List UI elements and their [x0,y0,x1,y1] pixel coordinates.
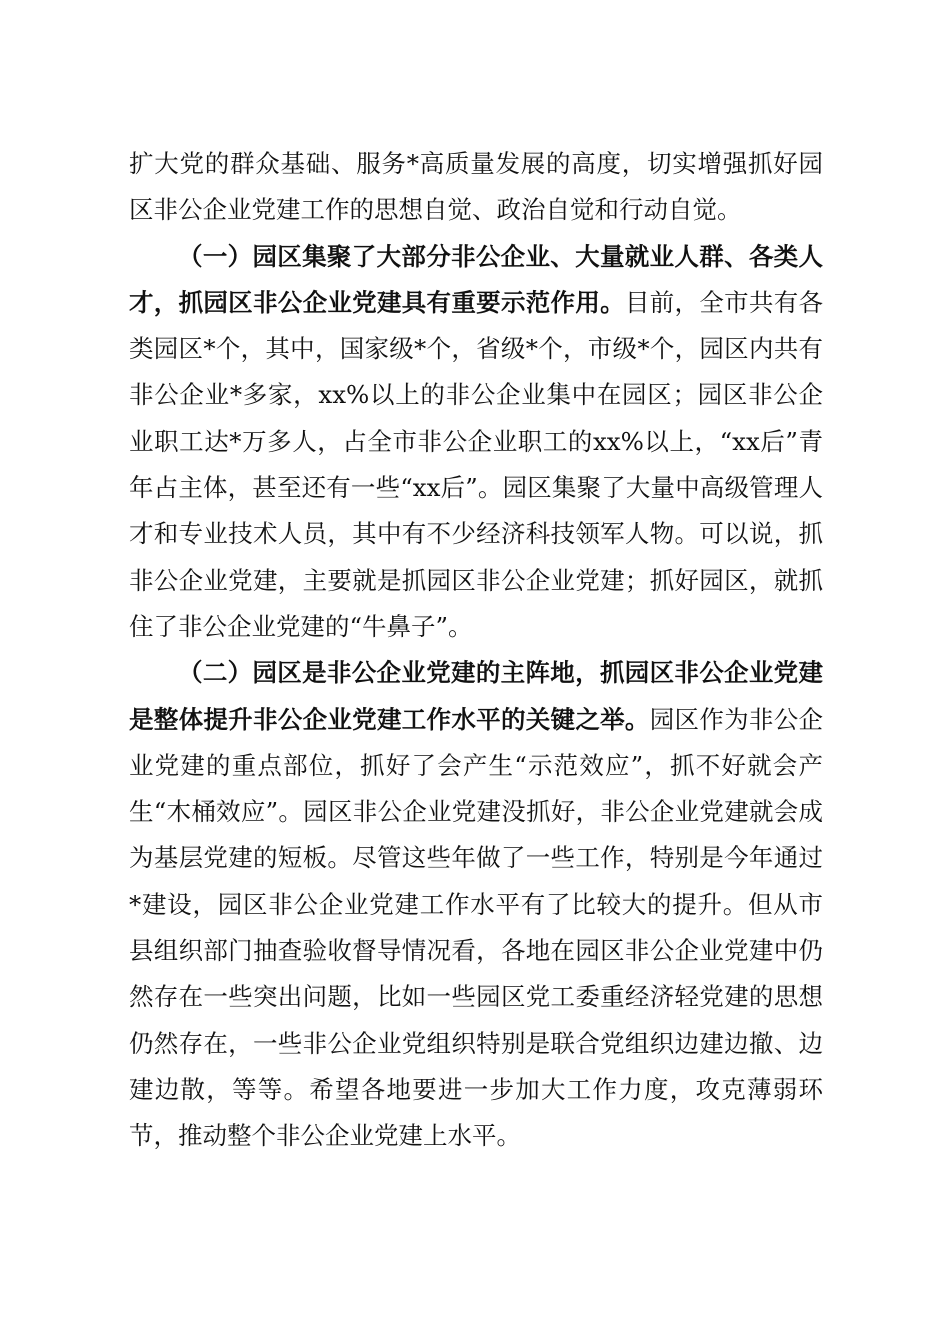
section-heading: （一）园区集聚了大部分非公企业、大量就业人群、各类人才，抓园区非公企业党建具有重要示范作用。 [129,241,823,317]
paragraph-body: 园区作为非公企业党建的重点部位，抓好了会产生“示范效应”，抓不好就会产生“木桶效应”。园区非公企业党建没抓好，非公企业党建就会成为基层党建的短板。尽管这些年做了一些工作，特别是今年通过*建设，园区非公企业党建工作水平有了比较大的提升。但从市县组织部门抽查验收督导情况看，各地在园区非公企业党建中仍然存在一些突出问题，比如一些园区党工委重经济轻党建的思想仍然存在，一些非公企业党组织特别是联合党组织边建边撤、边建边散，等等。希望各地要进一步加大工作力度，攻克薄弱环节，推动整个非公企业党建上水平。 [129,704,824,1151]
paragraph-section-2 [129,650,823,1159]
paragraph-continuation [129,141,823,234]
section-heading: （二）园区是非公企业党建的主阵地，抓园区非公企业党建是整体提升非公企业党建工作水平的关键之举。 [129,658,823,734]
paragraph-body: 扩大党的群众基础、服务*高质量发展的高度，切实增强抓好园区非公企业党建工作的思想自觉、政治自觉和行动自觉。 [129,149,823,225]
paragraph-body: 目前，全市共有各类园区*个，其中，国家级*个，省级*个，市级*个，园区内共有非公企业*多家，xx%以上的非公企业集中在园区；园区非公企业职工达*万多人，占全市非公企业职工的xx%以上，“xx后”青年占主体，甚至还有一些“xx后”。园区集聚了大量中高级管理人才和专业技术人员，其中有不少经济科技领军人物。可以说，抓非公企业党建，主要就是抓园区非公企业党建；抓好园区，就抓住了非公企业党建的“牛鼻子”。 [129,287,824,641]
document-body [129,141,823,1160]
paragraph-section-1 [129,234,823,651]
